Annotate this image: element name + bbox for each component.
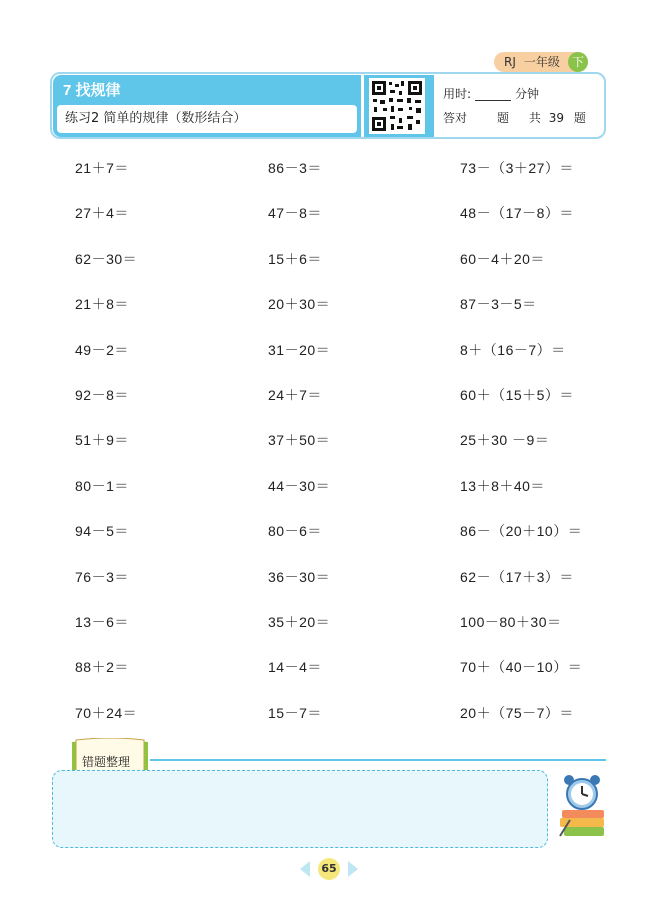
total-unit: 题 xyxy=(573,111,586,125)
problem-item: 62－（17＋3）＝ xyxy=(460,568,574,585)
problem-item: 100－80＋30＝ xyxy=(460,614,562,630)
problem-item: 20＋30＝ xyxy=(268,296,331,313)
problem-item: 25＋30 －9＝ xyxy=(460,432,550,449)
problem-item: 62－30＝ xyxy=(75,250,138,267)
badge-rj: RJ xyxy=(504,55,516,69)
problem-item: 87－3－5＝ xyxy=(460,296,537,313)
qr-block xyxy=(364,75,434,137)
problem-item: 15－7＝ xyxy=(268,704,322,721)
title-block xyxy=(53,75,361,137)
alarm-clock-icon xyxy=(556,772,608,842)
problem-item: 21＋7＝ xyxy=(75,160,129,176)
problem-item: 36－30＝ xyxy=(268,568,331,585)
problem-item: 48－（17－8）＝ xyxy=(460,205,574,222)
review-label: 错题整理 xyxy=(82,755,131,769)
problem-item: 37＋50＝ xyxy=(268,432,331,449)
time-unit: 分钟 xyxy=(515,87,540,101)
problem-item: 86－3＝ xyxy=(268,160,322,176)
badge-grade: 一年级 xyxy=(523,55,560,69)
problem-item: 60－4＋20＝ xyxy=(460,250,545,267)
problem-item: 21＋8＝ xyxy=(75,296,129,313)
problem-item: 80－6＝ xyxy=(268,523,322,540)
info-block xyxy=(443,84,586,132)
problem-item: 31－20＝ xyxy=(268,341,331,358)
time-label: 用时: xyxy=(443,87,472,101)
problem-item: 20＋（75－7）＝ xyxy=(460,704,574,721)
problem-item: 86－（20＋10）＝ xyxy=(460,523,583,540)
problem-item: 44－30＝ xyxy=(268,477,331,494)
question-label: 题 xyxy=(497,111,510,125)
total-count: 39 xyxy=(548,111,564,125)
problem-item: 73－（3＋27）＝ xyxy=(460,160,574,176)
problem-item: 51＋9＝ xyxy=(75,432,129,449)
problem-item: 80－1＝ xyxy=(75,477,129,494)
score-row xyxy=(443,108,586,132)
subtitle-bar xyxy=(57,105,357,133)
badge-term: 下 xyxy=(568,52,588,72)
problem-item: 92－8＝ xyxy=(75,387,129,403)
correct-label: 答对 xyxy=(443,111,468,125)
time-row xyxy=(443,84,586,108)
subtitle: 练习2 简单的规律（数形结合） xyxy=(65,111,247,126)
problem-item: 13－6＝ xyxy=(75,614,129,630)
problem-item: 70＋（40－10）＝ xyxy=(460,659,583,676)
unit-title: 7 找规律 xyxy=(63,82,121,99)
problem-item: 24＋7＝ xyxy=(268,387,322,403)
problem-item: 13＋8＋40＝ xyxy=(460,477,545,494)
problem-item: 8＋（16－7）＝ xyxy=(460,341,566,358)
total-label: 共 xyxy=(528,111,541,125)
problem-item: 88＋2＝ xyxy=(75,659,129,676)
problem-item: 94－5＝ xyxy=(75,523,129,540)
problem-item: 60＋（15＋5）＝ xyxy=(460,387,574,403)
review-notes-area[interactable] xyxy=(52,770,548,848)
review-divider xyxy=(150,759,606,761)
problem-item: 47－8＝ xyxy=(268,205,322,222)
problem-item: 15＋6＝ xyxy=(268,250,322,267)
page-number: 65 xyxy=(318,858,340,880)
problem-item: 14－4＝ xyxy=(268,659,322,676)
problem-item: 76－3＝ xyxy=(75,568,129,585)
problem-item: 70＋24＝ xyxy=(75,704,138,721)
grade-badge xyxy=(494,52,586,72)
qr-code-icon[interactable] xyxy=(369,78,425,134)
problem-item: 27＋4＝ xyxy=(75,205,129,222)
problem-item: 49－2＝ xyxy=(75,341,129,358)
problem-item: 35＋20＝ xyxy=(268,614,331,630)
time-input[interactable] xyxy=(475,88,511,101)
